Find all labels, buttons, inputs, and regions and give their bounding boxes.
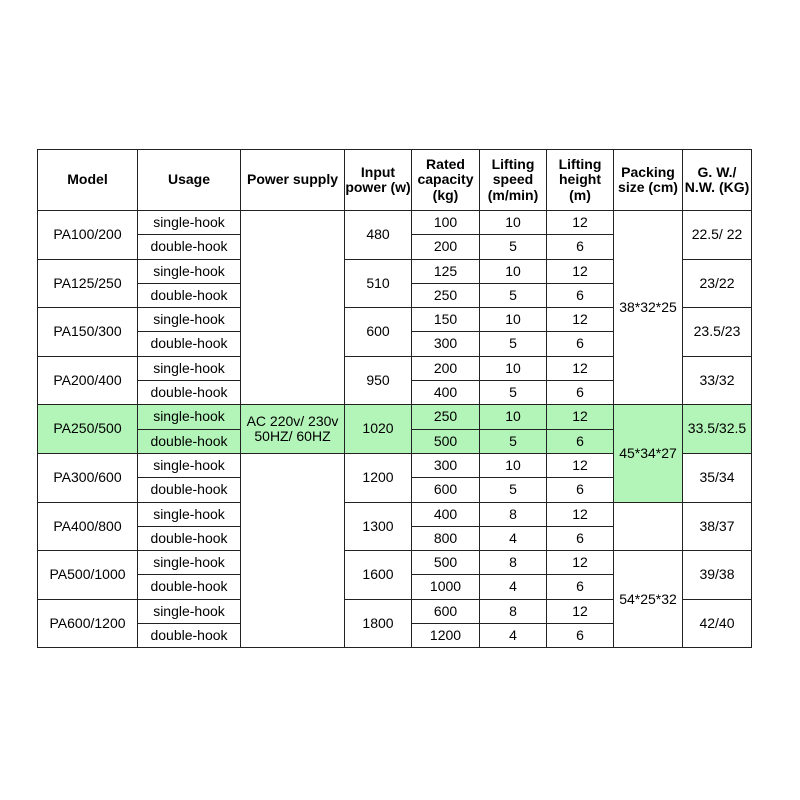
usage-cell: double-hook — [138, 526, 241, 550]
capacity-cell: 1000 — [412, 575, 480, 599]
usage-cell: double-hook — [138, 235, 241, 259]
model-cell: PA500/1000 — [38, 551, 138, 600]
speed-cell: 10 — [480, 453, 547, 477]
usage-cell: single-hook — [138, 551, 241, 575]
table-row — [38, 502, 752, 526]
header-row — [38, 150, 752, 211]
weight-cell: 38/37 — [683, 502, 752, 551]
capacity-cell: 100 — [412, 211, 480, 235]
usage-cell: double-hook — [138, 283, 241, 307]
usage-cell: double-hook — [138, 332, 241, 356]
model-cell: PA125/250 — [38, 259, 138, 308]
capacity-cell: 200 — [412, 356, 480, 380]
weight-cell: 23/22 — [683, 259, 752, 308]
packing-size-cell-cont — [614, 502, 683, 551]
power-supply-blank-bottom — [241, 453, 345, 647]
height-cell: 6 — [547, 235, 614, 259]
usage-cell: single-hook — [138, 453, 241, 477]
spec-table — [37, 149, 752, 648]
input-power-cell: 1300 — [345, 502, 412, 551]
speed-cell: 4 — [480, 526, 547, 550]
header-power-supply: Power supply — [241, 150, 345, 211]
input-power-cell: 600 — [345, 308, 412, 357]
input-power-cell: 1200 — [345, 453, 412, 502]
capacity-cell: 1200 — [412, 624, 480, 648]
input-power-cell: 1020 — [345, 405, 412, 454]
table-row — [38, 551, 752, 575]
speed-cell: 8 — [480, 599, 547, 623]
input-power-cell: 950 — [345, 356, 412, 405]
weight-cell: 23.5/23 — [683, 308, 752, 357]
speed-cell: 8 — [480, 502, 547, 526]
usage-cell: double-hook — [138, 478, 241, 502]
packing-size-cell: 54*25*32 — [614, 551, 683, 648]
speed-cell: 5 — [480, 381, 547, 405]
usage-cell: single-hook — [138, 259, 241, 283]
capacity-cell: 200 — [412, 235, 480, 259]
height-cell: 12 — [547, 502, 614, 526]
header-rated-capacity: Rated capacity (kg) — [412, 150, 480, 211]
height-cell: 12 — [547, 211, 614, 235]
speed-cell: 10 — [480, 259, 547, 283]
capacity-cell: 300 — [412, 453, 480, 477]
height-cell: 6 — [547, 575, 614, 599]
power-supply-blank-top — [241, 211, 345, 405]
height-cell: 12 — [547, 308, 614, 332]
capacity-cell: 250 — [412, 405, 480, 429]
weight-cell: 35/34 — [683, 453, 752, 502]
height-cell: 6 — [547, 332, 614, 356]
input-power-cell: 510 — [345, 259, 412, 308]
packing-size-cell: 45*34*27 — [614, 405, 683, 502]
usage-cell: double-hook — [138, 381, 241, 405]
usage-cell: double-hook — [138, 429, 241, 453]
usage-cell: single-hook — [138, 356, 241, 380]
usage-cell: single-hook — [138, 599, 241, 623]
capacity-cell: 125 — [412, 259, 480, 283]
speed-cell: 4 — [480, 624, 547, 648]
packing-size-cell: 38*32*25 — [614, 211, 683, 405]
header-usage: Usage — [138, 150, 241, 211]
weight-cell: 33.5/32.5 — [683, 405, 752, 454]
speed-cell: 4 — [480, 575, 547, 599]
header-weight: G. W./ N.W. (KG) — [683, 150, 752, 211]
speed-cell: 5 — [480, 478, 547, 502]
capacity-cell: 500 — [412, 551, 480, 575]
input-power-cell: 480 — [345, 211, 412, 260]
table-row — [38, 405, 752, 429]
height-cell: 12 — [547, 453, 614, 477]
usage-cell: single-hook — [138, 405, 241, 429]
height-cell: 12 — [547, 599, 614, 623]
capacity-cell: 400 — [412, 502, 480, 526]
model-cell: PA300/600 — [38, 453, 138, 502]
weight-cell: 42/40 — [683, 599, 752, 648]
usage-cell: single-hook — [138, 211, 241, 235]
height-cell: 6 — [547, 283, 614, 307]
height-cell: 6 — [547, 624, 614, 648]
speed-cell: 5 — [480, 429, 547, 453]
header-model: Model — [38, 150, 138, 211]
capacity-cell: 300 — [412, 332, 480, 356]
model-cell: PA250/500 — [38, 405, 138, 454]
height-cell: 12 — [547, 405, 614, 429]
model-cell: PA200/400 — [38, 356, 138, 405]
header-input-power: Input power (w) — [345, 150, 412, 211]
usage-cell: single-hook — [138, 502, 241, 526]
capacity-cell: 500 — [412, 429, 480, 453]
height-cell: 12 — [547, 551, 614, 575]
speed-cell: 5 — [480, 332, 547, 356]
speed-cell: 10 — [480, 211, 547, 235]
height-cell: 6 — [547, 478, 614, 502]
capacity-cell: 600 — [412, 478, 480, 502]
speed-cell: 10 — [480, 356, 547, 380]
header-packing-size: Packing size (cm) — [614, 150, 683, 211]
capacity-cell: 150 — [412, 308, 480, 332]
capacity-cell: 600 — [412, 599, 480, 623]
height-cell: 12 — [547, 356, 614, 380]
usage-cell: double-hook — [138, 624, 241, 648]
height-cell: 6 — [547, 429, 614, 453]
input-power-cell: 1800 — [345, 599, 412, 648]
weight-cell: 33/32 — [683, 356, 752, 405]
power-supply-cell: AC 220v/ 230v 50HZ/ 60HZ — [241, 405, 345, 454]
speed-cell: 10 — [480, 405, 547, 429]
table-body — [38, 211, 752, 648]
header-lifting-height: Lifting height (m) — [547, 150, 614, 211]
model-cell: PA400/800 — [38, 502, 138, 551]
input-power-cell: 1600 — [345, 551, 412, 600]
weight-cell: 39/38 — [683, 551, 752, 600]
speed-cell: 8 — [480, 551, 547, 575]
model-cell: PA150/300 — [38, 308, 138, 357]
header-lifting-speed: Lifting speed (m/min) — [480, 150, 547, 211]
speed-cell: 10 — [480, 308, 547, 332]
height-cell: 6 — [547, 381, 614, 405]
table-row — [38, 211, 752, 235]
model-cell: PA100/200 — [38, 211, 138, 260]
usage-cell: single-hook — [138, 308, 241, 332]
weight-cell: 22.5/ 22 — [683, 211, 752, 260]
speed-cell: 5 — [480, 235, 547, 259]
capacity-cell: 250 — [412, 283, 480, 307]
speed-cell: 5 — [480, 283, 547, 307]
height-cell: 6 — [547, 526, 614, 550]
height-cell: 12 — [547, 259, 614, 283]
model-cell: PA600/1200 — [38, 599, 138, 648]
usage-cell: double-hook — [138, 575, 241, 599]
capacity-cell: 400 — [412, 381, 480, 405]
capacity-cell: 800 — [412, 526, 480, 550]
